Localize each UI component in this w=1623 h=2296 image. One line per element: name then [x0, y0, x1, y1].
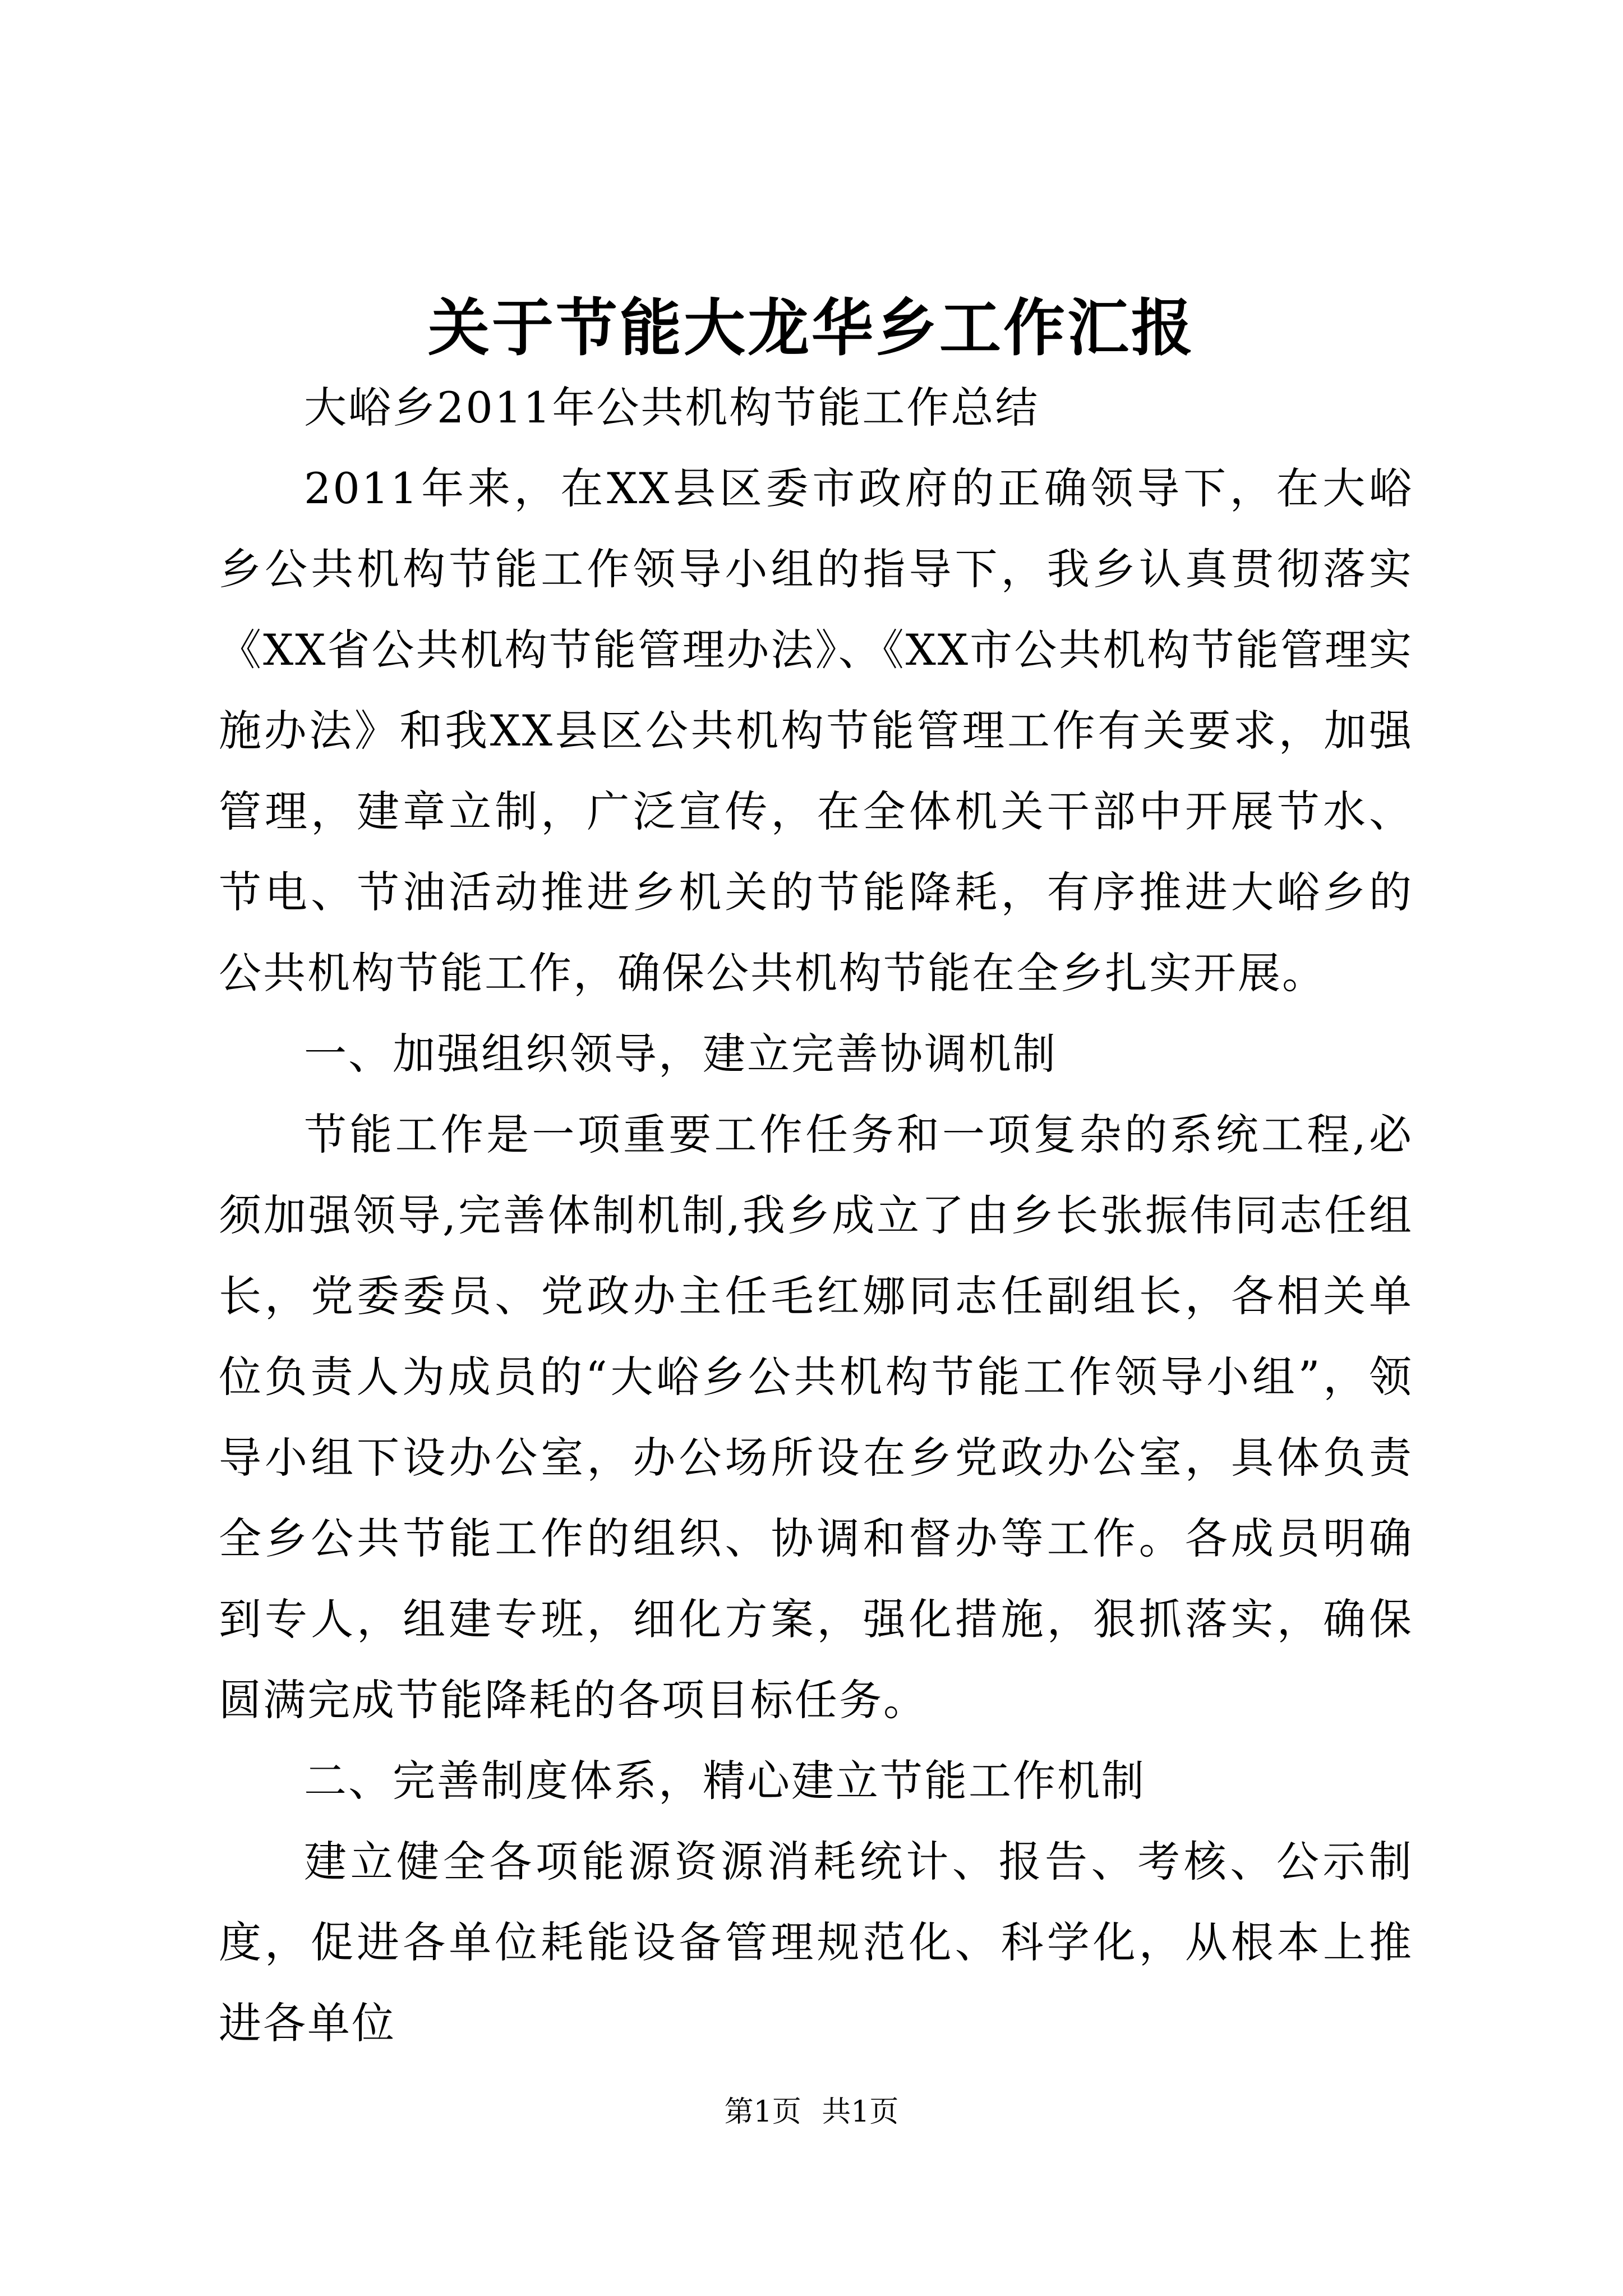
- document-body: [219, 367, 1413, 2064]
- subtitle-paragraph: 大峪乡2011年公共机构节能工作总结: [304, 383, 1040, 432]
- section-1-paragraph: 节能工作是一项重要工作任务和一项复杂的系统工程,必须加强领导,完善体制机制,我乡成立了由乡长张振伟同志任组长，党委委员、党政办主任毛红娜同志任副组长，各相关单位负责人为成员的“大峪乡公共机构节能工作领导小组”，领导小组下设办公室，办公场所设在乡党政办公室，具体负责全乡公共节能工作的组织、协调和督办等工作。各成员明确到专人，组建专班，细化方案，强化措施，狠抓落实，确保圆满完成节能降耗的各项目标任务。: [219, 1110, 1413, 1725]
- section-heading-1: 一、加强组织领导，建立完善协调机制: [304, 1029, 1057, 1079]
- section-2-paragraph: 建立健全各项能源资源消耗统计、报告、考核、公示制度，促进各单位耗能设备管理规范化、科学化，从根本上推进各单位: [219, 1837, 1413, 2048]
- intro-paragraph: 2011年来，在XX县区委市政府的正确领导下，在大峪乡公共机构节能工作领导小组的指导下，我乡认真贯彻落实《XX省公共机构节能管理办法》、《XX市公共机构节能管理实施办法》和我XX县区公共机构节能管理工作有关要求，加强管理，建章立制，广泛宣传，在全体机关干部中开展节水、节电、节油活动推进乡机关的节能降耗，有序推进大峪乡的公共机构节能工作，确保公共机构节能在全乡扎实开展。: [219, 463, 1413, 998]
- page-number: 第1页: [724, 2095, 801, 2129]
- document-title: 关于节能大龙华乡工作汇报: [428, 292, 1195, 364]
- section-heading-2: 二、完善制度体系，精心建立节能工作机制: [304, 1756, 1146, 1806]
- page-total: 共1页: [822, 2095, 899, 2129]
- page-footer: [0, 2090, 1623, 2134]
